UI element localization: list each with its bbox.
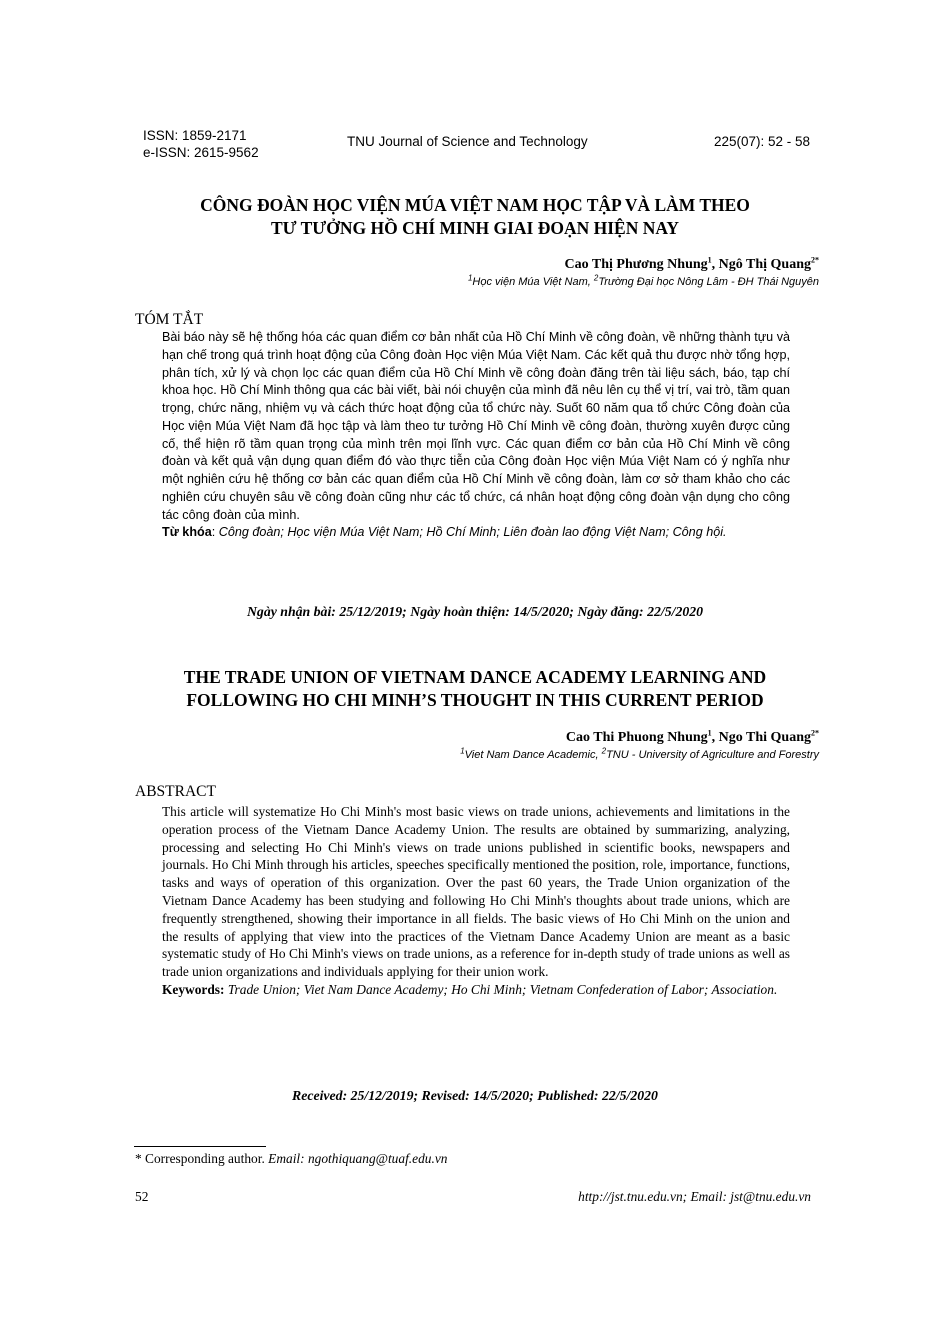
vi-dates: Ngày nhận bài: 25/12/2019; Ngày hoàn thiện: 14/5/2020; Ngày đăng: 22/5/2020: [246, 604, 704, 619]
vi-keywords: [162, 524, 790, 542]
en-author1-sup: 1: [707, 728, 712, 738]
en-aff1-sup: 1: [460, 746, 465, 756]
vi-authors: [565, 256, 819, 274]
en-author-sep: ,: [711, 730, 719, 745]
vi-aff1: Học viện Múa Việt Nam,: [472, 276, 594, 288]
vi-title: [150, 194, 800, 240]
vi-author-sep: ,: [711, 257, 719, 272]
en-abstract-text: This article will systematize Ho Chi Minh's most basic views on trade unions, achievements and limitations in the operation process of the Vietnam Dance Academy Union. The results are obtained by summarizing, analyzing, processing and selecting Ho Chi Minh's views on trade unions published in scientific books, newspapers and journals. Ho Chi Minh through his articles, speeches specifically mentioned the position, role, importance, functions, tasks and ways of operation of this organization. Over the past 60 years, the Trade Union organization of the Vietnam Dance Academy has been studying and following Ho Chi Minh's thoughts about trade unions, which are frequently strengthened, showing their importance in all fields. The basic views of Ho Chi Minh on the union and the results of applying that view into the practices of the Vietnam Dance Academy Union are meant as a basic systematic study of Ho Chi Minh's views on trade unions, as a reference for in-depth study of trade unions as well as trade union organizations and individuals applying for their union work.: [162, 804, 790, 980]
vi-author1: Cao Thị Phương Nhung: [564, 257, 708, 272]
journal-name: TNU Journal of Science and Technology: [347, 134, 588, 149]
en-author2-sup: 2*: [811, 728, 819, 738]
footnote-prefix: * Corresponding author.: [135, 1151, 269, 1166]
en-abstract: [162, 803, 790, 999]
vi-author2-sup: 2*: [811, 255, 819, 265]
footer-links[interactable]: http://jst.tnu.edu.vn; Email: jst@tnu.edu.vn: [578, 1189, 811, 1204]
vi-keywords-value: Công đoàn; Học viện Múa Việt Nam; Hồ Chí Minh; Liên đoàn lao động Việt Nam; Công hội.: [218, 525, 727, 540]
en-aff1: Viet Nam Dance Academic,: [464, 749, 602, 761]
en-keywords-value: Trade Union; Viet Nam Dance Academy; Ho Chi Minh; Vietnam Confederation of Labor; Association.: [227, 981, 778, 997]
vi-author2: Ngô Thị Quang: [718, 257, 811, 272]
vi-abstract: [162, 329, 790, 542]
en-keywords-label: Keywords:: [162, 981, 225, 997]
vi-abstract-text: Bài báo này sẽ hệ thống hóa các quan điểm cơ bản nhất của Hồ Chí Minh về công đoàn, về những thành tựu và hạn chế trong quá trình hoạt động của Công đoàn Học viện Múa Việt Nam. Các kết quả thu được nhờ tổng hợp, phân tích, xử lý và chọn lọc các quan điểm của Hồ Chí Minh về công đoàn đăng trên tài liệu sách, báo, tạp chí khoa học. Hồ Chí Minh thông qua các bài viết, bài nói chuyện của mình đã nêu lên cụ thể vị trí, vai trò, tầm quan trọng, chức năng, nhiệm vụ và cách thức hoạt động của tổ chức này. Suốt 60 năm qua tổ chức Công đoàn của Học viện Múa Việt Nam đã học tập và làm theo tư tưởng Hồ Chí Minh về công đoàn, thường xuyên được củng cố, thể hiện rõ tầm quan trọng của mình trên mọi lĩnh vực. Các quan điểm cơ bản của Hồ Chí Minh về công đoàn và kết quả vận dụng quan điểm đó vào thực tiễn của Công đoàn Học viện Múa Việt Nam có ý nghĩa như một nghiên cứu hệ thống cơ bản các quan điểm của Hồ Chí Minh về công đoàn, làm cơ sở tham khảo cho các nghiên cứu chuyên sâu về công đoàn cũng như các tổ chức, cá nhân hoạt động công đoàn vận dụng cho công tác công đoàn của mình.: [162, 330, 790, 522]
vi-aff2: Trường Đại học Nông Lâm - ĐH Thái Nguyên: [598, 276, 819, 288]
vi-abstract-heading: TÓM TẮT: [135, 311, 204, 328]
footnote-divider: [134, 1146, 266, 1147]
vi-title-line2: TƯ TƯỞNG HỒ CHÍ MINH GIAI ĐOẠN HIỆN NAY: [270, 218, 680, 238]
vi-keywords-sep: :: [211, 525, 219, 540]
en-aff2-sup: 2: [601, 746, 607, 756]
en-title-line1: THE TRADE UNION OF VIETNAM DANCE ACADEMY LEARNING AND: [183, 667, 767, 687]
volume-pages: 225(07): 52 - 58: [713, 134, 810, 149]
en-title-line2: FOLLOWING HO CHI MINH’S THOUGHT IN THIS CURRENT PERIOD: [186, 690, 764, 710]
en-aff2: TNU - University of Agriculture and Forestry: [606, 749, 819, 761]
vi-title-line1: CÔNG ĐOÀN HỌC VIỆN MÚA VIỆT NAM HỌC TẬP VÀ LÀM THEO: [200, 195, 750, 215]
issn: ISSN: 1859-2171: [143, 128, 247, 143]
en-affiliations: [460, 748, 819, 762]
en-author1: Cao Thi Phuong Nhung: [565, 730, 708, 745]
en-keywords: [162, 981, 790, 999]
vi-affiliations: [468, 275, 819, 289]
eissn: e-ISSN: 2615-9562: [143, 145, 259, 160]
en-abstract-heading: ABSTRACT: [135, 783, 216, 800]
footnote: [135, 1150, 447, 1167]
vi-keywords-label: Từ khóa: [162, 525, 212, 540]
en-authors: [566, 729, 819, 747]
vi-author1-sup: 1: [707, 255, 712, 265]
corresponding-email[interactable]: Email: ngothiquang@tuaf.edu.vn: [268, 1151, 448, 1166]
en-author2: Ngo Thi Quang: [718, 730, 811, 745]
en-title: [150, 666, 800, 712]
en-dates: Received: 25/12/2019; Revised: 14/5/2020; Published: 22/5/2020: [292, 1088, 658, 1103]
header-issn-block: [143, 127, 259, 161]
vi-aff1-sup: 1: [467, 273, 473, 283]
vi-aff2-sup: 2: [593, 273, 599, 283]
page-number: 52: [135, 1189, 149, 1204]
